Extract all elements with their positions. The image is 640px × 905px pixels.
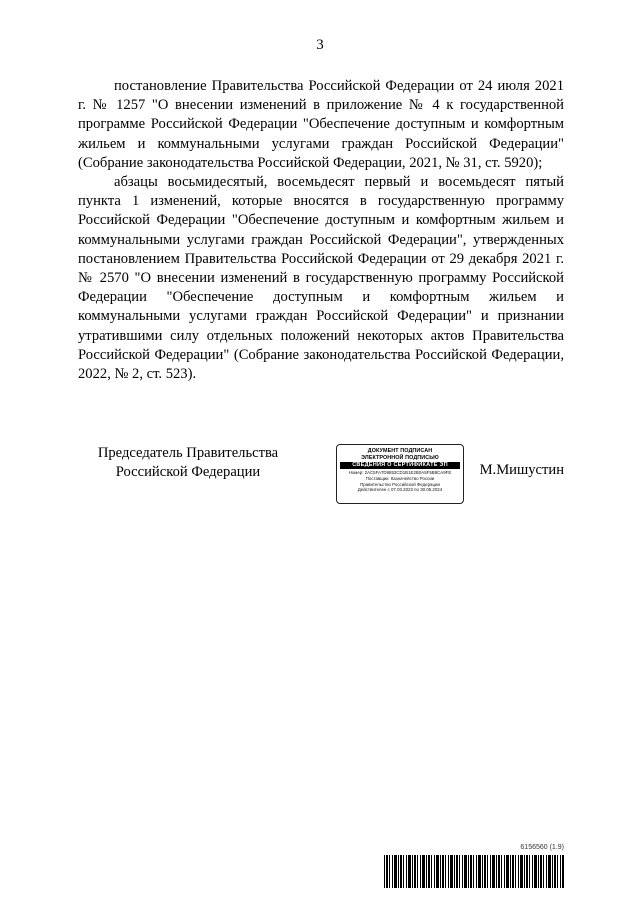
stamp-line-2: ЭЛЕКТРОННОЙ ПОДПИСЬЮ — [361, 454, 439, 461]
paragraph-decree-2570: абзацы восьмидесятый, восемьдесят первый и восемьдесят пятый пункта 1 изменений, которые вносятся в государственную программу Российской Федерации "Обеспечение доступным и комфортным жильем и коммунальными услугами граждан Российской Федерации", утвержденных постановлением Правительства Российской Федерации от 29 декабря 2021 г. № 2570 "О внесении изменений в государственную программу Российской Федерации "Обеспечение доступным и комфортным жильем и коммунальными услугами граждан Российской Федерации" и признании утратившими силу отдельных положений некоторых актов Правительства Российской Федерации" (Собрание законодательства Российской Федерации, 2022, № 2, ст. 523). — [78, 174, 564, 383]
page-number: 3 — [316, 37, 324, 53]
stamp-owner: Правительство Российской Федерации — [360, 481, 440, 487]
barcode-icon — [384, 855, 564, 888]
barcode-label: 6156560 (1.9) — [520, 844, 564, 851]
document-body — [78, 77, 564, 384]
signer-name: М.Мишустин — [479, 462, 564, 478]
signatory-title-line-1: Председатель Правительства — [97, 445, 279, 461]
electronic-signature-stamp — [336, 444, 464, 504]
stamp-cert-number: Номер: 2AC5FA7D9853CD1B1E2B0A5F5B8CA9FE — [348, 470, 452, 476]
signature-block — [78, 444, 564, 514]
stamp-validity: Действителен с 07.03.2023 по 30.05.2024 — [357, 487, 443, 493]
stamp-certificate-banner: СВЕДЕНИЯ О СЕРТИФИКАТЕ ЭП — [340, 462, 460, 469]
signatory-title — [78, 444, 298, 482]
stamp-issuer: Поставщик: Казначейство России — [365, 475, 435, 481]
paragraph-decree-1257: постановление Правительства Российской Федерации от 24 июля 2021 г. № 1257 "О внесении изменений в приложение № 4 к государственной программе Российской Федерации "Обеспечение доступным и комфортным жильем и коммунальными услугами граждан Российской Федерации" (Собрание законодательства Российской Федерации, 2021, № 31, ст. 5920); — [78, 78, 564, 171]
signatory-title-line-2: Российской Федерации — [115, 464, 261, 480]
stamp-line-1: ДОКУМЕНТ ПОДПИСАН — [367, 448, 433, 454]
document-barcode — [384, 844, 564, 890]
